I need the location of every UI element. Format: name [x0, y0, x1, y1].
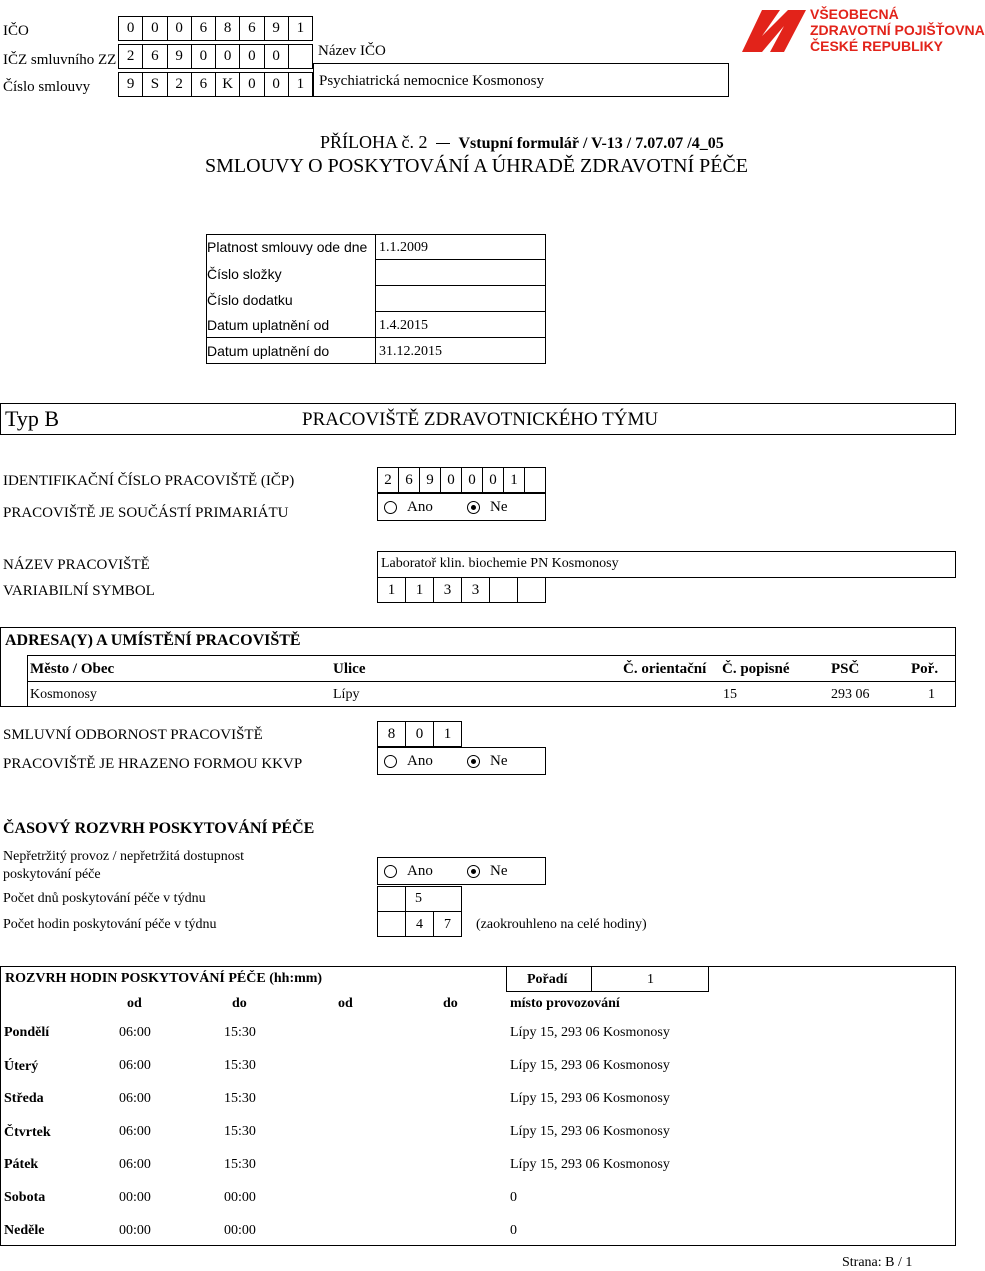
radio-icon[interactable]: [384, 501, 397, 514]
day-place: Lípy 15, 293 06 Kosmonosy: [510, 1058, 670, 1073]
day-label: Pondělí: [4, 1025, 50, 1040]
col-popis: Č. popisné: [722, 661, 790, 677]
contract-digit: 2: [168, 73, 192, 96]
attachment-number: PŘÍLOHA č. 2: [320, 132, 428, 152]
address-street: Lípy: [333, 687, 360, 702]
workplace-name-value: Laboratoř klin. biochemie PN Kosmonosy: [381, 556, 619, 571]
order-value: 1: [647, 972, 654, 987]
title-line-1: [320, 133, 724, 152]
nonstop-label-1: Nepřetržitý provoz / nepřetržitá dostupnost: [3, 849, 245, 864]
day-place: Lípy 15, 293 06 Kosmonosy: [510, 1124, 670, 1139]
validity-label: Platnost smlouvy ode dne: [207, 239, 368, 255]
vs-digit: 1: [406, 578, 434, 602]
icp-digits: [377, 467, 546, 493]
day-do: 00:00: [224, 1223, 256, 1238]
ico-digit: 0: [119, 17, 143, 40]
icz-digit: 0: [265, 45, 289, 68]
address-city: Kosmonosy: [30, 687, 97, 702]
address-psc: 293 06: [831, 687, 870, 702]
validity-label: Číslo dodatku: [207, 292, 293, 308]
col-city: Město / Obec: [30, 661, 115, 677]
icz-label: IČZ smluvního ZZ: [3, 52, 117, 68]
day-od: 06:00: [119, 1157, 151, 1172]
logo-line-2: ZDRAVOTNÍ POJIŠŤOVNA: [810, 22, 985, 38]
specialty-digits: [377, 721, 462, 747]
nonstop-radio-group: [377, 857, 546, 885]
logo-line-1: VŠEOBECNÁ: [810, 6, 899, 22]
icp-digit: 9: [420, 468, 441, 492]
contract-digit: 1: [296, 76, 305, 92]
contract-number-label: Číslo smlouvy: [3, 79, 91, 95]
nonstop-yes-option[interactable]: [384, 863, 433, 880]
primariat-label: PRACOVIŠTĚ JE SOUČÁSTÍ PRIMARIÁTU: [3, 505, 289, 521]
variable-symbol-digits: [377, 577, 546, 603]
kkvp-yes-option[interactable]: [384, 753, 433, 770]
title-dash: [436, 143, 450, 144]
ico-digit: 8: [216, 17, 240, 40]
icp-digit: [525, 468, 545, 492]
specialty-digit: 1: [443, 725, 452, 742]
day-label: Neděle: [4, 1223, 45, 1238]
icz-digit: 9: [168, 45, 192, 68]
ico-digit: 1: [296, 20, 305, 36]
validity-label: Datum uplatnění do: [207, 343, 330, 359]
col-do-2: do: [443, 996, 458, 1011]
specialty-label: SMLUVNÍ ODBORNOST PRACOVIŠTĚ: [3, 727, 263, 743]
day-do: 15:30: [224, 1124, 256, 1139]
validity-label: Datum uplatnění od: [207, 317, 330, 333]
icp-digit: 6: [399, 468, 420, 492]
ico-digit: 9: [265, 17, 289, 40]
day-od: 00:00: [119, 1190, 151, 1205]
day-do: 15:30: [224, 1025, 256, 1040]
day-place: Lípy 15, 293 06 Kosmonosy: [510, 1157, 670, 1172]
contract-digit: 0: [240, 73, 264, 96]
col-od-1: od: [127, 996, 142, 1011]
page-number: Strana: B / 1: [842, 1255, 913, 1270]
day-place: 0: [510, 1190, 517, 1205]
radio-checked-icon[interactable]: [467, 755, 480, 768]
address-por: 1: [928, 687, 935, 702]
icz-digit: [289, 45, 312, 68]
col-od-2: od: [338, 996, 353, 1011]
address-heading: ADRESA(Y) A UMÍSTĚNÍ PRACOVIŠTĚ: [5, 632, 301, 649]
radio-checked-icon[interactable]: [467, 501, 480, 514]
no-label: Ne: [490, 498, 508, 515]
logo-line-3: ČESKÉ REPUBLIKY: [810, 38, 944, 54]
contract-digit: 0: [265, 73, 289, 96]
col-psc: PSČ: [831, 661, 860, 677]
hours-digit: 4: [416, 917, 423, 932]
radio-checked-icon[interactable]: [467, 865, 480, 878]
radio-icon[interactable]: [384, 755, 397, 768]
hours-note: (zaokrouhleno na celé hodiny): [476, 917, 647, 932]
ico-digit: 6: [192, 17, 216, 40]
day-label: Úterý: [4, 1059, 39, 1074]
icz-digit: 6: [143, 45, 167, 68]
day-od: 06:00: [119, 1091, 151, 1106]
icz-digits: [118, 44, 313, 69]
no-label: Ne: [490, 752, 508, 769]
day-label: Pátek: [4, 1157, 39, 1172]
primariat-radio-group: [377, 493, 546, 521]
yes-label: Ano: [407, 752, 433, 769]
days-label: Počet dnů poskytování péče v týdnu: [3, 891, 206, 906]
vs-digit: 1: [378, 578, 406, 602]
day-od: 06:00: [119, 1025, 151, 1040]
icp-digit: 0: [462, 468, 483, 492]
nonstop-no-option[interactable]: [467, 863, 508, 880]
yes-label: Ano: [407, 862, 433, 879]
day-od: 00:00: [119, 1223, 151, 1238]
contract-digit: 9: [119, 73, 143, 96]
day-place: 0: [510, 1223, 517, 1238]
specialty-digit: 0: [406, 722, 434, 746]
address-orient: 15: [723, 687, 737, 702]
icz-digit: 0: [240, 45, 264, 68]
ico-digit: 6: [240, 17, 264, 40]
form-code: Vstupní formulář / V-13 / 7.07.07 /4_05: [458, 135, 724, 152]
day-do: 00:00: [224, 1190, 256, 1205]
day-place: Lípy 15, 293 06 Kosmonosy: [510, 1025, 670, 1040]
day-label: Sobota: [4, 1190, 46, 1205]
validity-label: Číslo složky: [207, 266, 282, 282]
kkvp-no-option[interactable]: [467, 753, 508, 770]
kkvp-radio-group: [377, 747, 546, 775]
ico-label: IČO: [3, 23, 29, 39]
vs-digit: [490, 578, 518, 602]
variable-symbol-label: VARIABILNÍ SYMBOL: [3, 583, 155, 599]
hours-table-heading: ROZVRH HODIN POSKYTOVÁNÍ PÉČE (hh:mm): [5, 971, 323, 986]
day-label: Čtvrtek: [4, 1125, 51, 1140]
ico-digit: 0: [168, 17, 192, 40]
hours-label: Počet hodin poskytování péče v týdnu: [3, 917, 217, 932]
hours-digit: 7: [444, 917, 451, 932]
title-line-2: SMLOUVY O POSKYTOVÁNÍ A ÚHRADĚ ZDRAVOTNÍ PÉČE: [205, 155, 748, 177]
day-do: 15:30: [224, 1058, 256, 1073]
vzp-logo-icon: [740, 6, 808, 54]
contract-digits: [118, 72, 313, 97]
no-label: Ne: [490, 862, 508, 879]
col-orient: Č. orientační: [623, 661, 707, 677]
type-title: PRACOVIŠTĚ ZDRAVOTNICKÉHO TÝMU: [302, 409, 659, 430]
yes-label: Ano: [407, 498, 433, 515]
schedule-heading: ČASOVÝ ROZVRH POSKYTOVÁNÍ PÉČE: [3, 820, 315, 837]
nonstop-label-2: poskytování péče: [3, 867, 101, 882]
col-por: Poř.: [911, 661, 939, 677]
icp-digit: 0: [483, 468, 504, 492]
icp-digit: 2: [378, 468, 399, 492]
days-value: 5: [415, 891, 422, 906]
icz-digit: 0: [216, 45, 240, 68]
col-street: Ulice: [333, 661, 366, 677]
order-label: Pořadí: [527, 972, 568, 987]
ico-digits: [118, 16, 313, 41]
contract-digit: 6: [192, 73, 216, 96]
day-place: Lípy 15, 293 06 Kosmonosy: [510, 1091, 670, 1106]
contract-digit: K: [216, 73, 240, 96]
validity-value: 1.1.2009: [379, 240, 428, 255]
day-do: 15:30: [224, 1091, 256, 1106]
vs-digit: 3: [434, 578, 462, 602]
icz-digit: 0: [192, 45, 216, 68]
day-od: 06:00: [119, 1124, 151, 1139]
col-do-1: do: [232, 996, 247, 1011]
icp-label: IDENTIFIKAČNÍ ČÍSLO PRACOVIŠTĚ (IČP): [3, 473, 295, 489]
vs-digit: [518, 578, 545, 602]
company-name-value: Psychiatrická nemocnice Kosmonosy: [319, 73, 544, 89]
day-do: 15:30: [224, 1157, 256, 1172]
type-label: Typ B: [5, 406, 60, 431]
contract-digit: S: [143, 73, 167, 96]
company-name-label: Název IČO: [318, 43, 386, 59]
radio-icon[interactable]: [384, 865, 397, 878]
day-od: 06:00: [119, 1058, 151, 1073]
ico-digit: 0: [143, 17, 167, 40]
primariat-yes-option[interactable]: [384, 499, 433, 516]
icz-digit: 2: [119, 45, 143, 68]
vs-digit: 3: [462, 578, 490, 602]
validity-value: 31.12.2015: [379, 344, 442, 359]
validity-value: 1.4.2015: [379, 318, 428, 333]
icp-digit: 0: [441, 468, 462, 492]
kkvp-label: PRACOVIŠTĚ JE HRAZENO FORMOU KKVP: [3, 756, 303, 772]
col-place: místo provozování: [510, 996, 620, 1011]
primariat-no-option[interactable]: [467, 499, 508, 516]
day-label: Středa: [4, 1091, 44, 1106]
workplace-name-label: NÁZEV PRACOVIŠTĚ: [3, 557, 150, 573]
specialty-digit: 8: [378, 722, 406, 746]
icp-digit: 1: [504, 468, 525, 492]
